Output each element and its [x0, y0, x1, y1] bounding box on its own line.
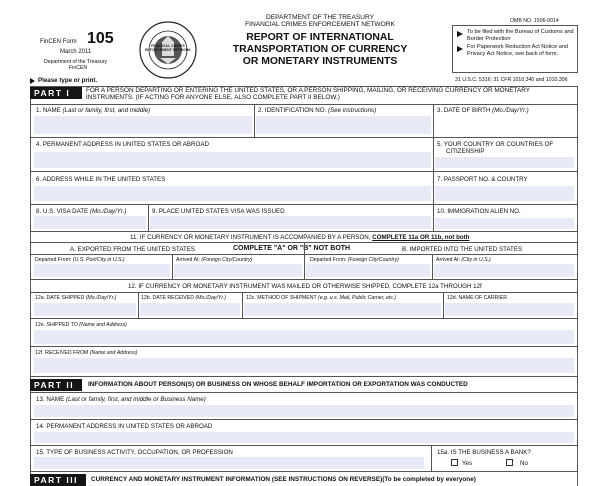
method-of-shipment-input[interactable] — [244, 303, 441, 316]
bank-yes-label: Yes — [462, 460, 473, 467]
bank-no-checkbox[interactable] — [506, 459, 513, 466]
date-of-birth-input[interactable] — [435, 116, 574, 134]
field-12a-label: 12a. DATE SHIPPED (Mo./Day/Yr.) — [35, 295, 117, 301]
field-12b-label: 12b. DATE RECEIVED (Mo./Day/Yr.) — [141, 295, 227, 301]
field-12e-label: 12e. SHIPPED TO (Name and Address) — [35, 322, 127, 328]
omb-number: OMB NO. 1506-0014 — [510, 18, 559, 24]
part2-label: PART II — [30, 379, 82, 391]
title-line-1: REPORT OF INTERNATIONAL — [246, 32, 394, 43]
field-11b-label: B. IMPORTED INTO THE UNITED STATES — [402, 246, 523, 253]
bank-no-label: No — [520, 460, 528, 467]
arrived-at-us-label: Arrived At: (City in U.S.) — [436, 257, 491, 263]
name-of-carrier-input[interactable] — [445, 303, 574, 316]
field-8-label: 8. U.S. VISA DATE (Mo./Day/Yr.) — [36, 208, 127, 215]
field-6-label: 6. ADDRESS WHILE IN THE UNITED STATES — [36, 176, 166, 183]
received-from-input[interactable] — [34, 358, 574, 373]
arrived-at-us-input[interactable] — [434, 264, 574, 277]
field-9-label: 9. PLACE UNITED STATES VISA WAS ISSUED — [152, 208, 285, 215]
field-15a-label: 15a. IS THE BUSINESS A BANK? — [437, 449, 531, 456]
treasury-seal-icon — [138, 20, 198, 80]
part1-description: FOR A PERSON DEPARTING OR ENTERING THE UNITED STATES, OR A PERSON SHIPPING, MAILING, OR RECEIVING CURRENCY OR MONETARY INSTRUMENTS. (IF ACTING FOR ANYONE ELSE, ALSO COMPLETE PART II BELOW.) — [86, 87, 530, 102]
name-input[interactable] — [34, 116, 252, 134]
complete-a-or-b-label: COMPLETE "A" OR "B" NOT BOTH — [233, 245, 351, 252]
filing-note: To be filed with the Bureau of Customs and Border Protection — [467, 29, 574, 42]
field-11a-label: A. EXPORTED FROM THE UNITED STATES — [70, 246, 196, 253]
field-15-label: 15. TYPE OF BUSINESS ACTIVITY, OCCUPATION, OR PROFESSION — [36, 449, 233, 456]
departed-from-us-input[interactable] — [34, 264, 170, 277]
us-address-input[interactable] — [34, 186, 431, 201]
field-5-label-line2: CITIZENSHIP — [446, 148, 485, 155]
passport-input[interactable] — [435, 186, 574, 201]
form-dept: Department of the Treasury — [44, 59, 108, 65]
field-11-label: 11. IF CURRENCY OR MONETARY INSTRUMENT IS ACCOMPANIED BY A PERSON, COMPLETE 11a OR 11b, not both — [130, 234, 470, 241]
form-agency: FinCEN — [69, 65, 88, 71]
title-line-2: TRANSPORTATION OF CURRENCY — [232, 44, 408, 55]
alien-no-input[interactable] — [435, 218, 574, 229]
form-number: 105 — [87, 30, 114, 47]
field-12-label: 12. IF CURRENCY OR MONETARY INSTRUMENT WAS MAILED OR OTHERWISE SHIPPED, COMPLETE 12a THROUGH 12f — [128, 283, 482, 290]
business-activity-input[interactable] — [34, 457, 424, 469]
arrived-at-foreign-input[interactable] — [174, 264, 302, 277]
visa-place-input[interactable] — [150, 216, 431, 229]
pointer-icon — [30, 78, 35, 84]
part3-label: PART III — [30, 474, 86, 486]
filing-notes-box — [452, 25, 578, 73]
field-4-label: 4. PERMANENT ADDRESS IN UNITED STATES OR ABROAD — [36, 141, 209, 148]
business-address-input[interactable] — [34, 432, 574, 443]
please-type-note: Please type or print. — [38, 77, 98, 84]
title-line-3: OR MONETARY INSTRUMENTS — [242, 56, 398, 67]
seal-text: FINANCIAL CRIMES ENFORCEMENT NETWORK — [145, 44, 191, 52]
departed-from-foreign-input[interactable] — [306, 264, 430, 277]
visa-date-input[interactable] — [34, 216, 146, 229]
field-12d-label: 12d. NAME OF CARRIER — [447, 295, 507, 301]
field-12f-label: 12f. RECEIVED FROM (Name and Address) — [35, 350, 138, 356]
field-3-label: 3. DATE OF BIRTH (Mo./Day/Yr.) — [437, 107, 529, 114]
privacy-note: For Paperwork Reduction Act Notice and Privacy Act Notice, see back of form. — [467, 44, 569, 57]
bank-yes-checkbox[interactable] — [451, 459, 458, 466]
field-14-label: 14. PERMANENT ADDRESS IN UNITED STATES OR ABROAD — [36, 423, 213, 430]
form-date: March 2011 — [60, 49, 92, 55]
departed-from-us-label: Departed From: (U.S. Port/City in U.S.) — [35, 257, 125, 263]
arrow-icon — [457, 31, 463, 37]
part2-description: INFORMATION ABOUT PERSON(S) OR BUSINESS ON WHOSE BEHALF IMPORTATION OR EXPORTATION WAS CONDUCTED — [88, 381, 468, 388]
departed-from-foreign-label: Departed From: (Foreign City/Country) — [310, 257, 399, 263]
field-7-label: 7. PASSPORT NO. & COUNTRY — [437, 176, 528, 183]
permanent-address-input[interactable] — [34, 152, 431, 168]
part3-description: CURRENCY AND MONETARY INSTRUMENT INFORMATION (SEE INSTRUCTIONS ON REVERSE)(To be completed by everyone) — [91, 476, 476, 483]
field-5-label-line1: 5. YOUR COUNTRY OR COUNTRIES OF — [437, 141, 554, 148]
form-label: FinCEN Form — [40, 39, 77, 45]
business-name-input[interactable] — [34, 405, 574, 417]
citizenship-input[interactable] — [435, 157, 574, 168]
title-block — [205, 14, 435, 68]
field-1-label: 1. NAME (Last or family, first, and middle) — [36, 107, 151, 114]
date-received-input[interactable] — [140, 303, 240, 316]
field-2-label: 2. IDENTIFICATION NO. (See instructions) — [258, 107, 377, 114]
part1-label: PART I — [30, 87, 82, 99]
arrow-icon — [457, 46, 463, 52]
shipped-to-input[interactable] — [34, 330, 574, 344]
form-id-block — [30, 30, 130, 76]
field-10-label: 10. IMMIGRATION ALIEN NO. — [437, 208, 521, 215]
usc-reference: 31 U.S.C. 5316; 31 CFR 1010.340 and 1010.306 — [455, 77, 568, 83]
identification-no-input[interactable] — [256, 116, 431, 134]
dept-name: DEPARTMENT OF THE TREASURY — [265, 14, 375, 21]
agency-name: FINANCIAL CRIMES ENFORCEMENT NETWORK — [245, 21, 395, 28]
field-13-label: 13. NAME (Last or family, first, and middle or Business Name) — [36, 396, 206, 403]
date-shipped-input[interactable] — [34, 303, 136, 316]
field-12c-label: 12c. METHOD OF SHIPMENT (e.g. u.s. Mail, Public Carrier, etc.) — [246, 295, 397, 301]
arrived-at-foreign-label: Arrived At: (Foreign City/Country) — [176, 257, 253, 263]
